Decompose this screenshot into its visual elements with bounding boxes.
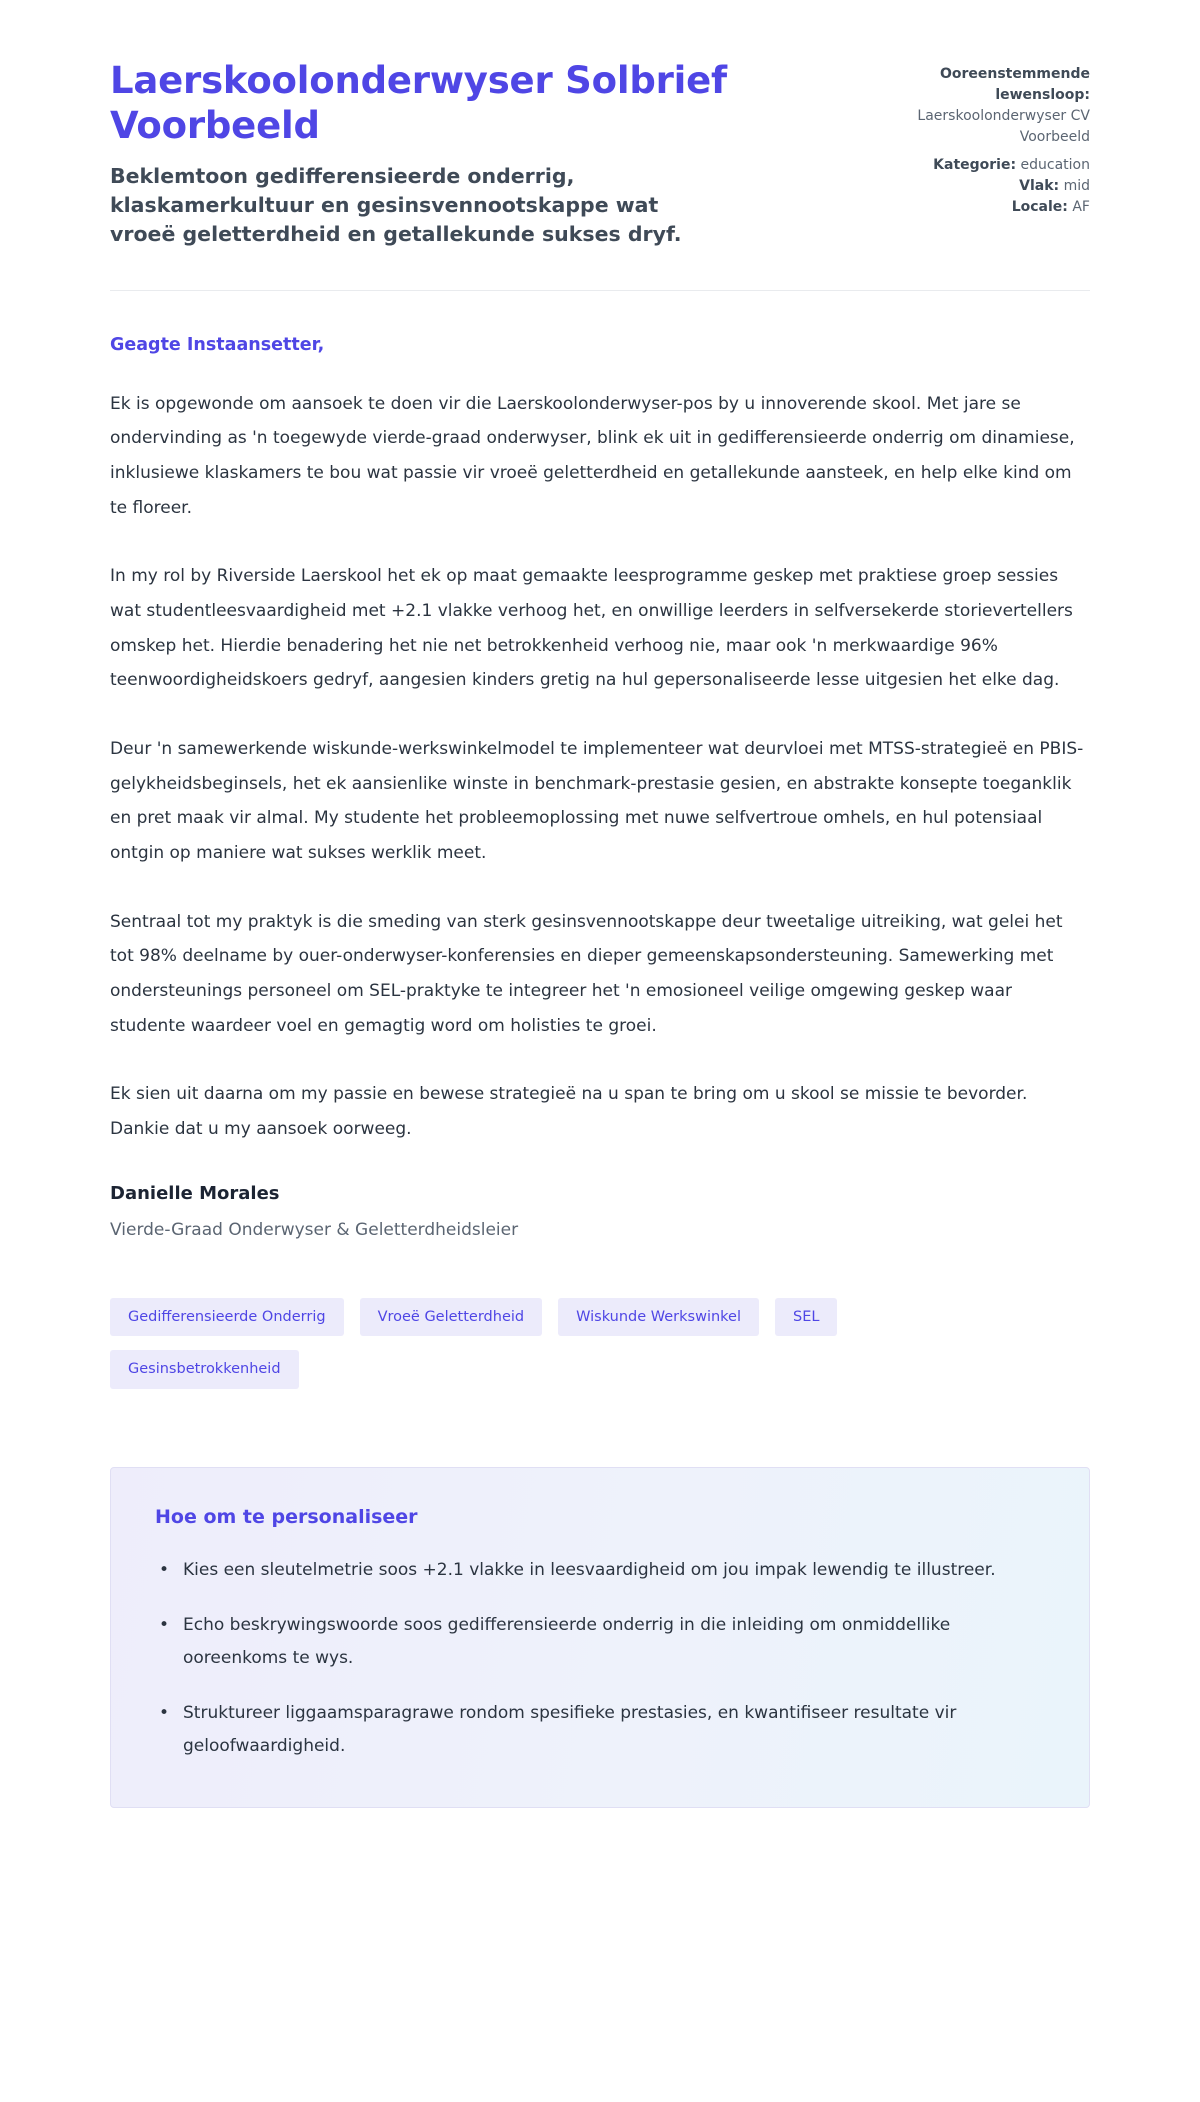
personalization-callout	[110, 1467, 1090, 1809]
callout-tip-item: • Struktureer liggaamsparagrawe rondom spesifieke prestasies, en kwantifiseer resultate vir geloofwaardigheid.	[155, 1697, 1045, 1763]
letter-body	[110, 291, 1090, 1240]
meta-locale-label: Locale:	[1011, 199, 1068, 215]
meta-level-label: Vlak:	[1019, 178, 1060, 194]
tag-chip[interactable]: Gesinsbetrokkenheid	[110, 1350, 299, 1389]
letter-paragraph: Sentraal tot my praktyk is die smeding van sterk gesinsvennootskappe deur tweetalige uitreiking, wat gelei het tot 98% deelname by ouer-onderwyser-konferensies en dieper gemeenskapsondersteuning. Samewerking met ondersteunings personeel om SEL-praktyke te integreer het 'n emosioneel veilige omgewing geskep waar studente waardeer voel en gemagtig word om holisties te groei.	[110, 911, 1063, 1036]
salutation: Geagte Instaansetter,	[110, 334, 325, 355]
meta-locale-value: AF	[1072, 199, 1090, 215]
tag-list	[110, 1298, 1010, 1389]
meta-level-value: mid	[1063, 178, 1090, 194]
document-header	[110, 0, 1090, 250]
tag-chip[interactable]: Gedifferensieerde Onderrig	[110, 1298, 344, 1337]
meta-level	[855, 176, 1090, 197]
letter-paragraph: Ek sien uit daarna om my passie en bewese strategieë na u span te bring om u skool se missie te bevorder. Dankie dat u my aansoek oorweeg.	[110, 1084, 1028, 1139]
callout-title: Hoe om te personaliseer	[155, 1505, 418, 1528]
letter-paragraph: Deur 'n samewerkende wiskunde-werkswinkelmodel te implementeer wat deurvloei met MTSS-strategieë en PBIS-gelykheidsbeginsels, het ek aansienlike winste in benchmark-prestasie gesien, en abstrakte konsepte toeganklik en pret maak vir almal. My studente het probleemoplossing met nuwe selfvertroue omhels, en hul potensiaal ontgin op maniere wat sukses werklik meet.	[110, 738, 1084, 863]
document-metadata	[855, 58, 1090, 218]
meta-matching-resume-label: Ooreenstemmende lewensloop:	[939, 66, 1090, 103]
letter-paragraph: In my rol by Riverside Laerskool het ek op maat gemaakte leesprogramme geskep met praktiese groep sessies wat studentleesvaardigheid met +2.1 vlakke verhoog het, en onwillige leerders in selfversekerde storievertellers omskep het. Hierdie benadering het nie net betrokkenheid verhoog nie, maar ook 'n merkwaardige 96% teenwoordigheidskoers gedryf, aangesien kinders gretig na hul gepersonaliseerde lesse uitgesien het elke dag.	[110, 566, 1073, 691]
tag-chip[interactable]: SEL	[775, 1298, 837, 1337]
meta-matching-resume	[855, 64, 1090, 148]
meta-category	[855, 155, 1090, 176]
callout-tip-list	[155, 1554, 1045, 1764]
page-title: Laerskoolonderwyser Solbrief Voorbeeld	[110, 59, 727, 148]
meta-category-label: Kategorie:	[933, 157, 1017, 173]
meta-matching-resume-value: Laerskoolonderwyser CV Voorbeeld	[917, 108, 1090, 145]
header-left-block	[110, 58, 800, 250]
meta-category-value: education	[1020, 157, 1090, 173]
signature-name: Danielle Morales	[110, 1182, 280, 1204]
tag-chip[interactable]: Wiskunde Werkswinkel	[558, 1298, 759, 1337]
page-subtitle: Beklemtoon gedifferensieerde onderrig, klaskamerkultuur en gesinsvennootskappe wat vroeë geletterdheid en getallekunde sukses dryf.	[110, 164, 682, 247]
callout-tip-item: • Kies een sleutelmetrie soos +2.1 vlakke in leesvaardigheid om jou impak lewendig te illustreer.	[155, 1554, 1045, 1587]
callout-tip-item: • Echo beskrywingswoorde soos gedifferensieerde onderrig in die inleiding om onmiddellike ooreenkoms te wys.	[155, 1609, 1045, 1675]
meta-locale	[855, 197, 1090, 218]
tag-chip[interactable]: Vroeë Geletterdheid	[360, 1298, 543, 1337]
signature-block	[110, 1183, 1090, 1240]
signature-role: Vierde-Graad Onderwyser & Geletterdheidsleier	[110, 1219, 519, 1240]
letter-paragraph: Ek is opgewonde om aansoek te doen vir die Laerskoolonderwyser-pos by u innoverende skool. Met jare se ondervinding as 'n toegewyde vierde-graad onderwyser, blink ek uit in gedifferensieerde onderrig om dinamiese, inklusiewe klaskamers te bou wat passie vir vroeë geletterdheid en getallekunde aansteek, en help elke kind om te floreer.	[110, 393, 1075, 518]
